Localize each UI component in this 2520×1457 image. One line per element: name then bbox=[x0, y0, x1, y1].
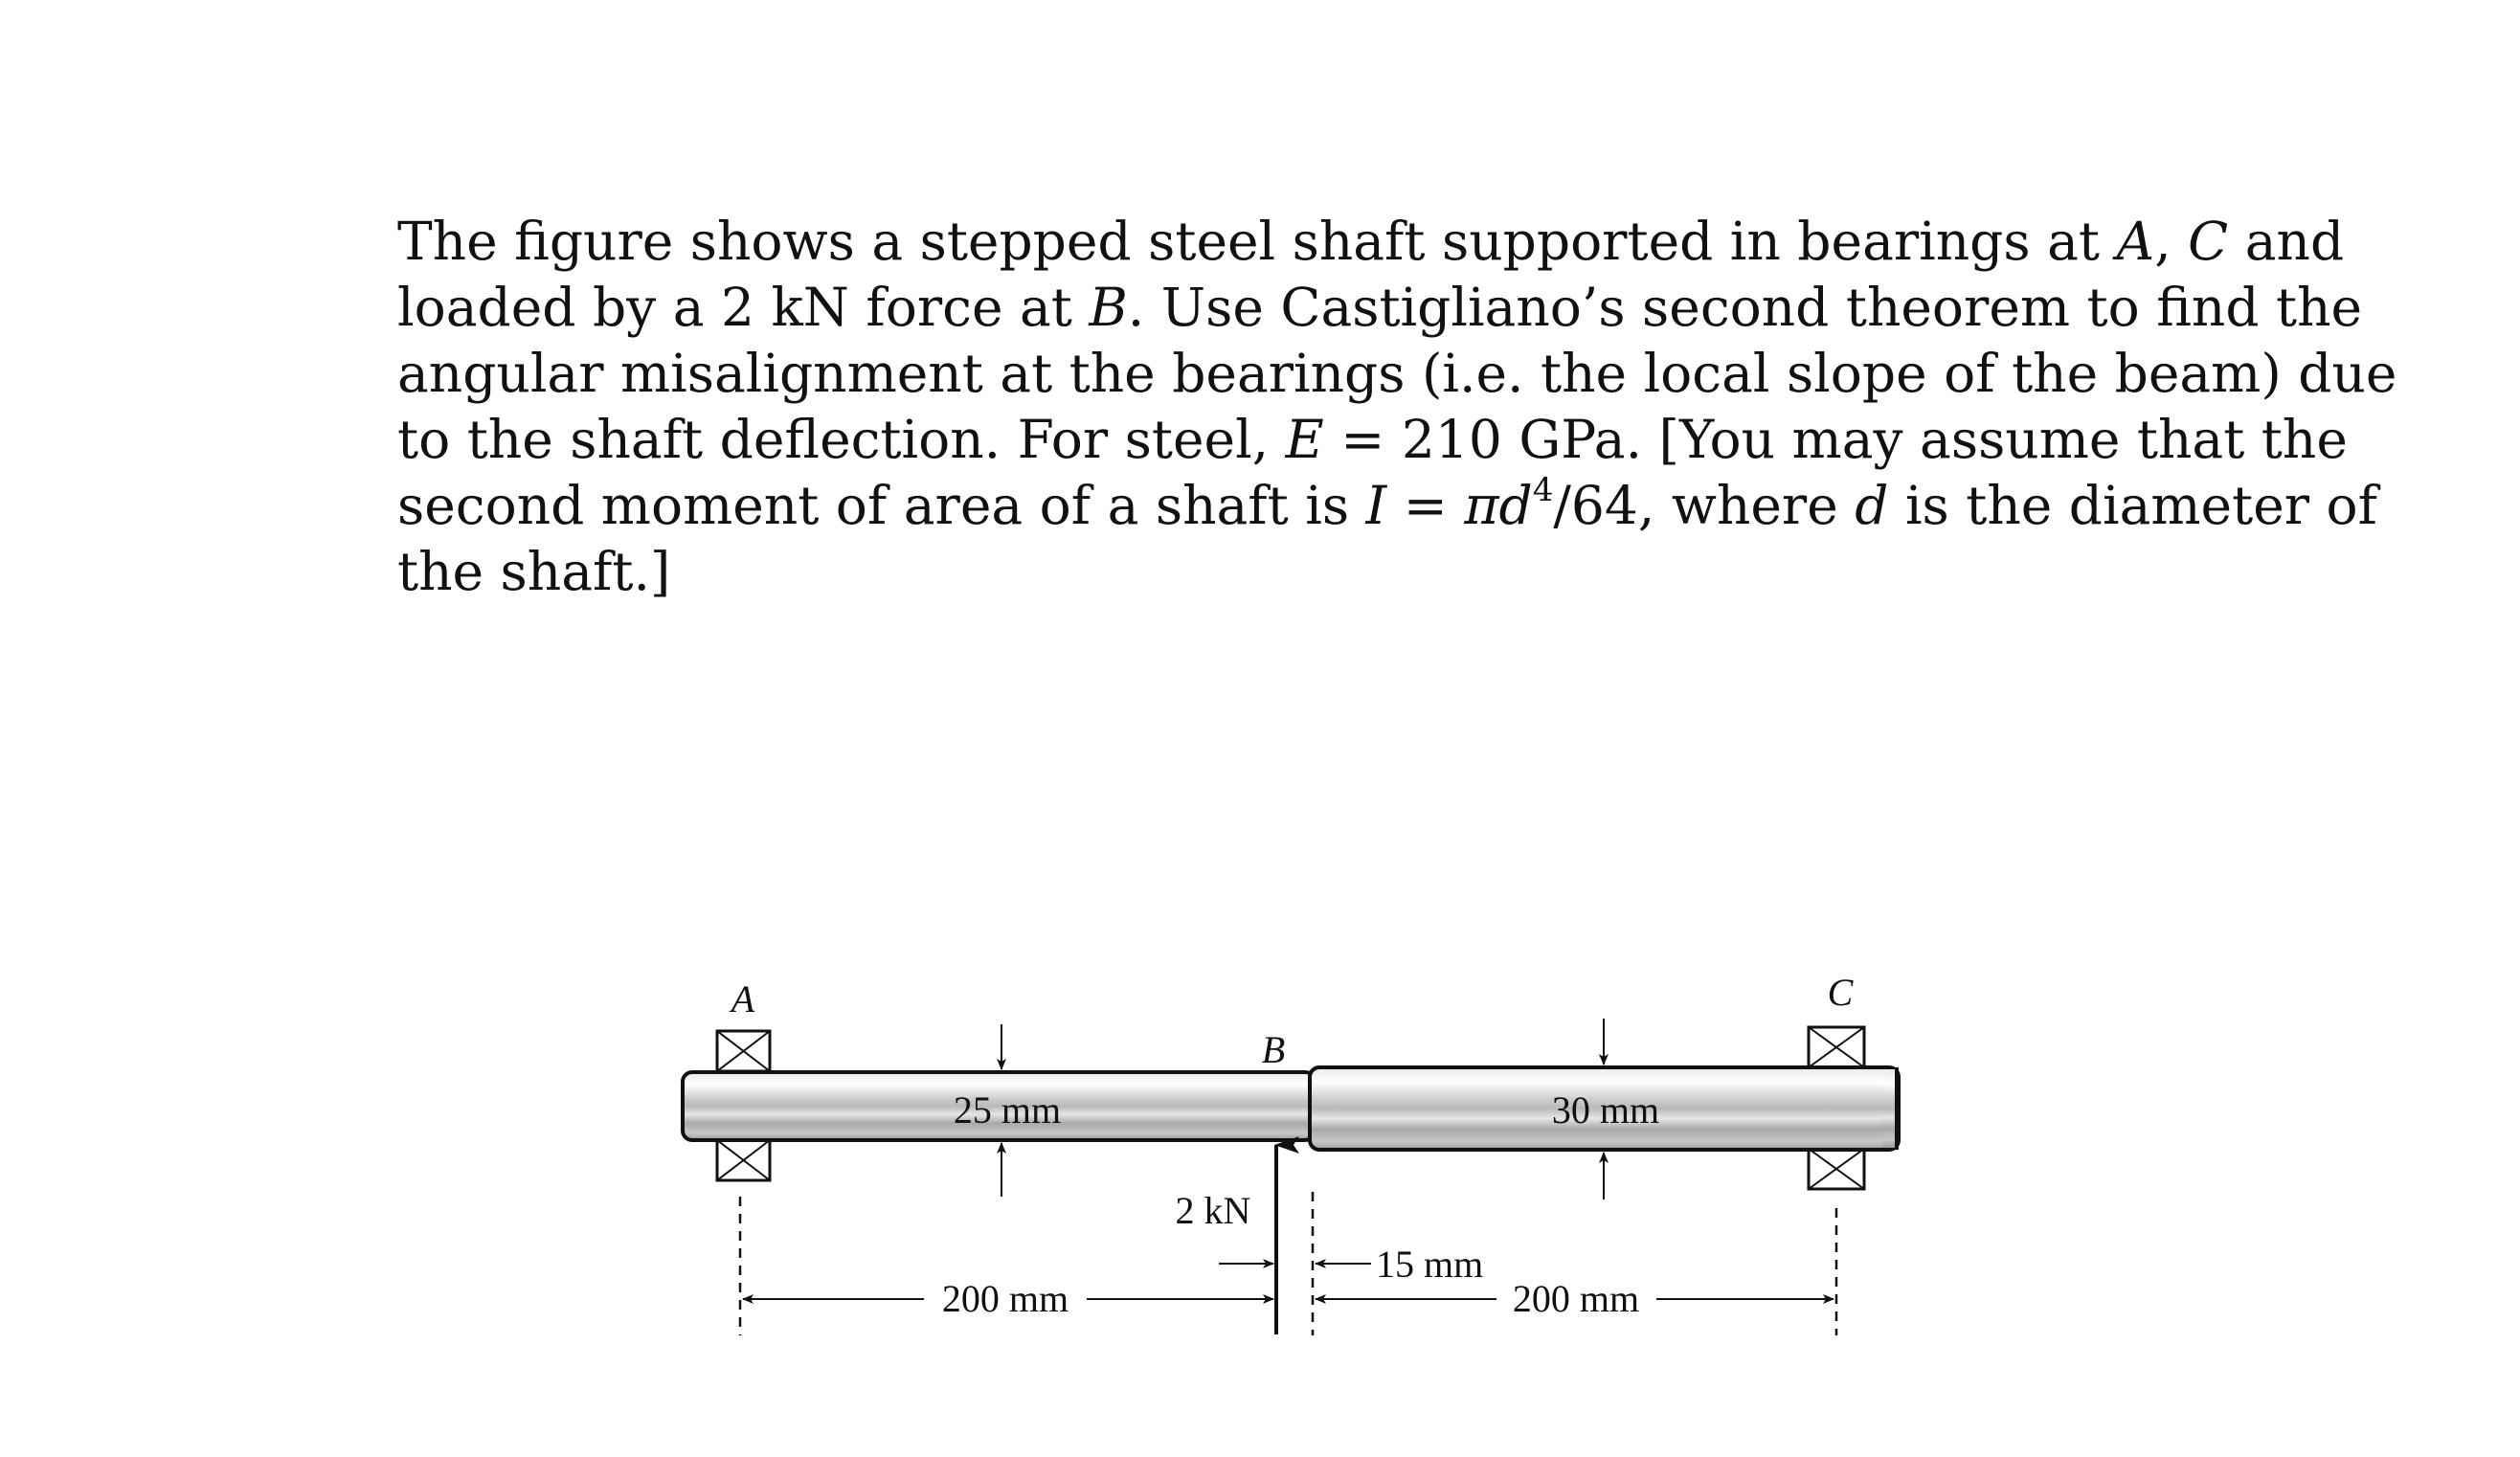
problem-line: second moment of area of a shaft is $I = \pi d^4/64$, where d is the diameter of bbox=[397, 471, 2377, 536]
label-dim-200-left: 200 mm bbox=[941, 1277, 1069, 1320]
label-diameter-30: 30 mm bbox=[1551, 1088, 1660, 1132]
problem-line: The figure shows a stepped steel shaft supported in bearings at A, C and bbox=[397, 211, 2345, 272]
label-dim-15: 15 mm bbox=[1376, 1243, 1484, 1286]
label-c: C bbox=[1827, 971, 1854, 1014]
label-b: B bbox=[1261, 1028, 1286, 1071]
problem-line: to the shaft deflection. For steel, E = 210 GPa. [You may assume that the bbox=[397, 409, 2348, 470]
problem-line: the shaft.] bbox=[397, 541, 671, 602]
label-a: A bbox=[731, 977, 755, 1020]
problem-line: angular misalignment at the bearings (i.e. the local slope of the beam) due bbox=[397, 343, 2397, 404]
label-diameter-25: 25 mm bbox=[953, 1088, 1062, 1132]
label-load: 2 kN bbox=[1175, 1189, 1251, 1232]
problem-line: loaded by a 2 kN force at B. Use Castigliano’s second theorem to find the bbox=[397, 277, 2363, 338]
label-dim-200-right: 200 mm bbox=[1512, 1277, 1640, 1320]
